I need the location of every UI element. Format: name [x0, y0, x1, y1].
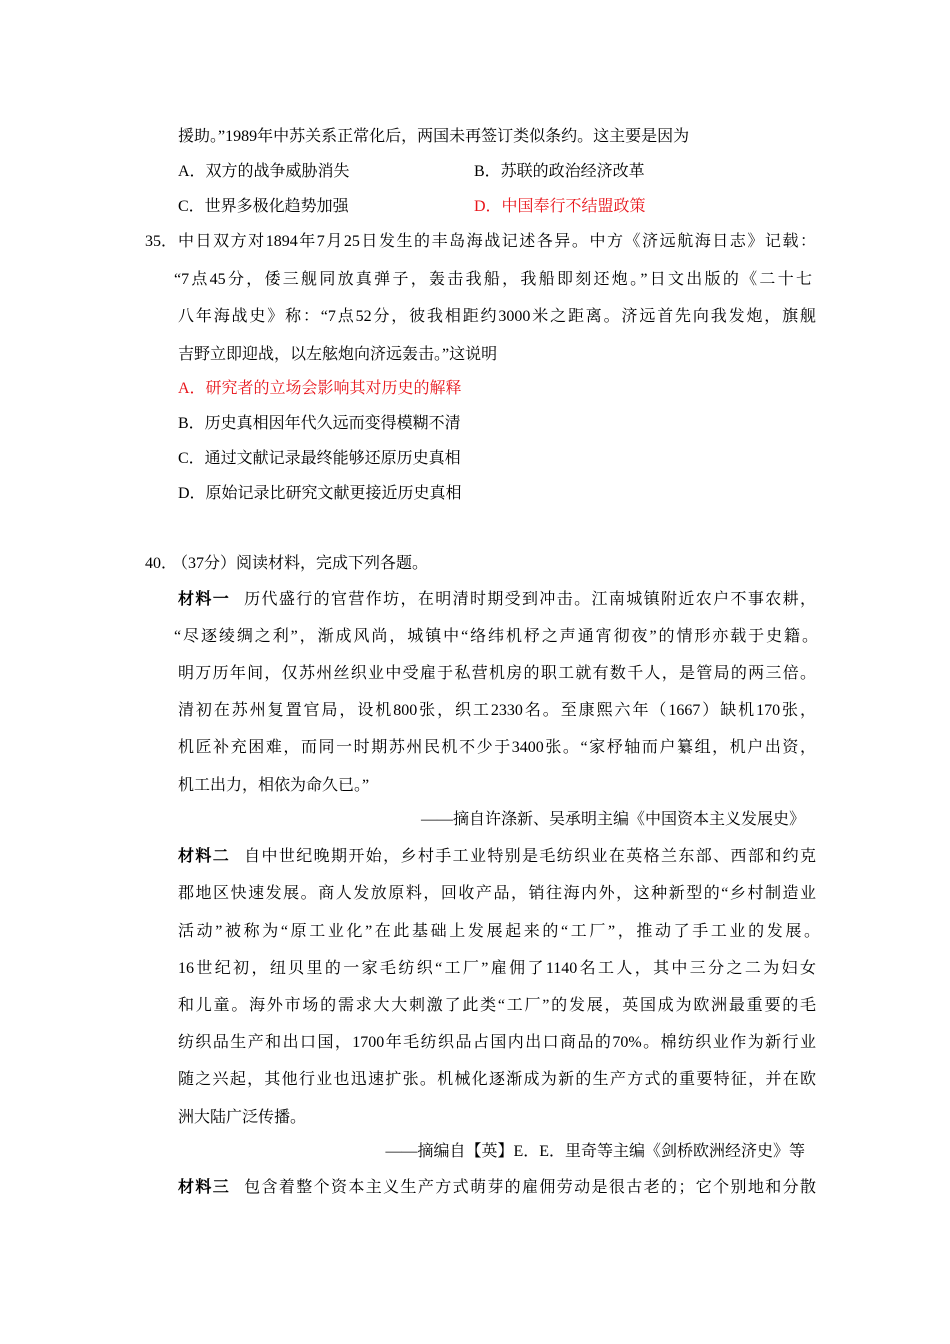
q35-option-b: B．历史真相因年代久远而变得模糊不清	[178, 415, 461, 432]
material-two-line: 郡地区快速发展。商人发放原料，回收产品，销往海内外，这种新型的“乡村制造业	[178, 885, 816, 902]
q35-stem-line: “7点45分，倭三舰同放真弹子，轰击我船，我船即刻还炮。”日文出版的《二十七	[174, 271, 812, 288]
q40-number: 40．	[145, 555, 178, 572]
material-text: 包含着整个资本主义生产方式萌芽的雇佣劳动是很古老的；它个别地和分散	[244, 1179, 816, 1196]
q34-option-a: A．双方的战争威胁消失	[178, 163, 350, 180]
q35-stem-line: 八年海战史》称：“7点52分，彼我相距约3000米之距离。济远首先向我发炮，旗舰	[178, 308, 816, 325]
q35-option-a-answer: A．研究者的立场会影响其对历史的解释	[178, 380, 462, 397]
q35-number: 35．	[145, 233, 178, 250]
material-one-line: 机匠补充困难，而同一时期苏州民机不少于3400张。“家杼轴而户纂组，机户出资，	[178, 739, 816, 756]
material-text: 自中世纪晚期开始，乡村手工业特别是毛纺织业在英格兰东部、西部和约克	[244, 848, 816, 865]
q34-option-d-answer: D．中国奉行不结盟政策	[474, 198, 646, 215]
material-two-line: 随之兴起，其他行业也迅速扩张。机械化逐渐成为新的生产方式的重要特征，并在欧	[178, 1071, 816, 1088]
material-text: 历代盛行的官营作坊，在明清时期受到冲击。江南城镇附近农户不事农耕，	[244, 591, 816, 608]
material-three-line	[178, 1178, 816, 1198]
q34-option-c: C．世界多极化趋势加强	[178, 198, 349, 215]
material-three-label: 材料三	[178, 1179, 231, 1196]
q35-option-d: D．原始记录比研究文献更接近历史真相	[178, 485, 462, 502]
material-one-label: 材料一	[178, 591, 231, 608]
q40-intro: （37分）阅读材料，完成下列各题。	[172, 555, 429, 572]
material-two-line: 纺织品生产和出口国，1700年毛纺织品占国内出口商品的70%。棉纺织业作为新行业	[178, 1034, 816, 1051]
material-two-source: ——摘编自【英】E．E．里奇等主编《剑桥欧洲经济史》等	[385, 1143, 805, 1160]
material-two-line	[178, 847, 816, 867]
material-two-label: 材料二	[178, 848, 231, 865]
q35-option-c: C．通过文献记录最终能够还原历史真相	[178, 450, 461, 467]
material-two-line: 16世纪初，纽贝里的一家毛纺织“工厂”雇佣了1140名工人，其中三分之二为妇女	[178, 960, 816, 977]
q35-stem-line: 吉野立即迎战，以左舷炮向济远轰击。”这说明	[178, 346, 498, 363]
q34-option-b: B．苏联的政治经济改革	[474, 163, 645, 180]
material-one-line	[178, 590, 816, 610]
material-two-line: 活动”被称为“原工业化”在此基础上发展起来的“工厂”，推动了手工业的发展。	[178, 923, 820, 940]
material-two-line: 洲大陆广泛传播。	[178, 1109, 307, 1126]
material-two-line: 和儿童。海外市场的需求大大刺激了此类“工厂”的发展，英国成为欧洲最重要的毛	[178, 997, 816, 1014]
material-one-line: 清初在苏州复置官局，设机800张，织工2330名。至康熙六年（1667）缺机170张，	[178, 702, 816, 719]
material-one-line: “尽逐绫绸之利”，渐成风尚，城镇中“络纬机杼之声通宵彻夜”的情形亦载于史籍。	[174, 628, 818, 645]
material-one-line: 机工出力，相依为命久已。”	[178, 777, 370, 794]
q35-stem-line: 中日双方对1894年7月25日发生的丰岛海战记述各异。中方《济远航海日志》记载：	[178, 233, 816, 250]
material-one-line: 明万历年间，仅苏州丝织业中受雇于私营机房的职工就有数千人，是管局的两三倍。	[178, 665, 816, 682]
q34-stem-tail: 援助。”1989年中苏关系正常化后，两国未再签订类似条约。这主要是因为	[178, 128, 690, 145]
material-one-source: ——摘自许涤新、吴承明主编《中国资本主义发展史》	[420, 811, 805, 828]
